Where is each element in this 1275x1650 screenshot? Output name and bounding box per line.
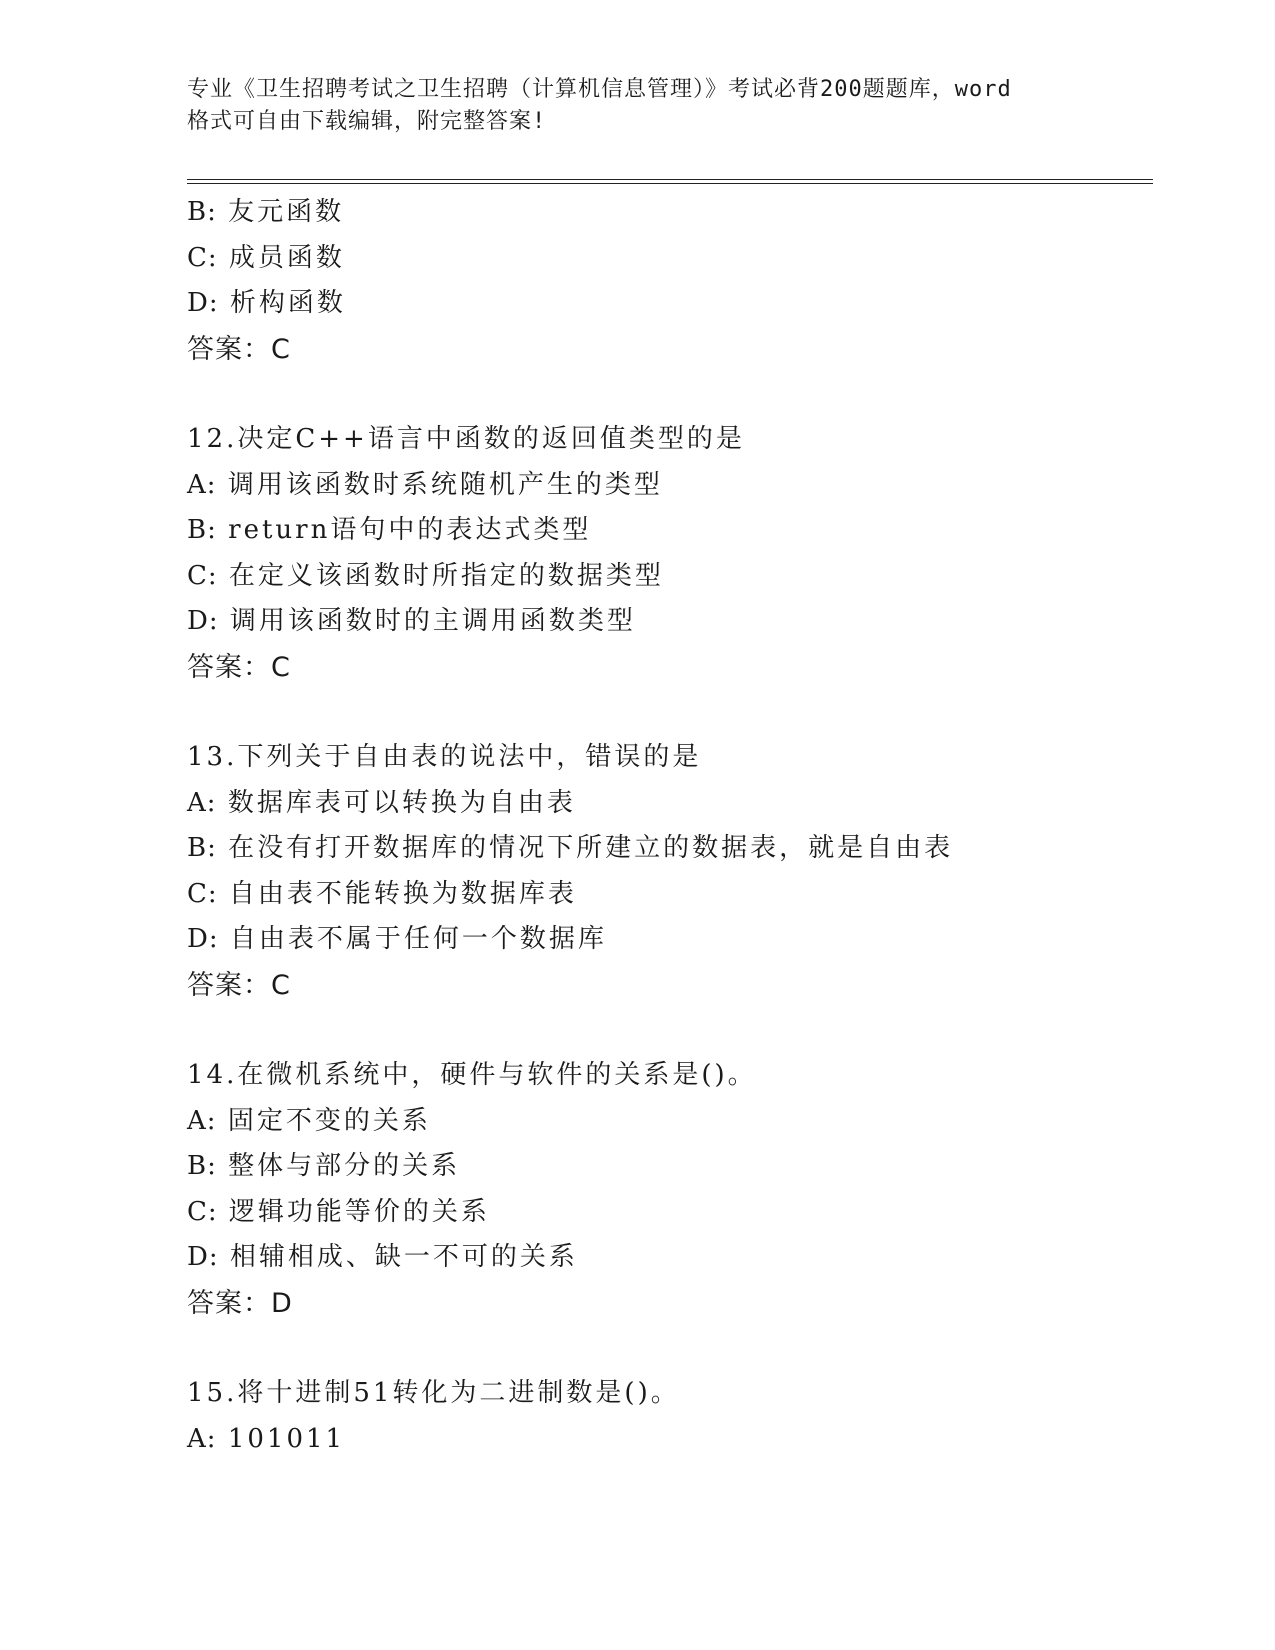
option-text: 整体与部分的关系 (228, 1151, 461, 1181)
option-text: return语句中的表达式类型 (228, 515, 592, 545)
option-letter: A: (187, 1105, 217, 1136)
option-line (187, 917, 1187, 963)
option-line (187, 1235, 1187, 1281)
option-line (187, 463, 1187, 509)
option-line (187, 1190, 1187, 1236)
option-letter: D: (187, 288, 219, 318)
spacer (187, 1326, 1187, 1371)
option-letter: C: (187, 1196, 218, 1227)
option-letter: B: (187, 515, 217, 545)
option-line (187, 281, 1187, 327)
document-header (187, 74, 1087, 138)
question-13 (187, 735, 1187, 1008)
question-stem: 15.将十进制51转化为二进制数是()。 (187, 1378, 680, 1408)
option-line (187, 190, 1187, 236)
option-line (187, 554, 1187, 600)
option-line (187, 1099, 1187, 1145)
option-text: 101011 (227, 1423, 346, 1454)
question-14 (187, 1053, 1187, 1326)
option-letter: A: (187, 787, 217, 818)
option-letter: C: (187, 242, 218, 273)
option-line (187, 599, 1187, 645)
option-letter: B: (187, 1151, 217, 1181)
option-line (187, 781, 1187, 827)
header-divider-bottom (187, 183, 1153, 184)
option-text: 数据库表可以转换为自由表 (227, 787, 576, 818)
option-text: 固定不变的关系 (227, 1105, 431, 1136)
option-text: 析构函数 (229, 288, 346, 318)
option-text: 逻辑功能等价的关系 (228, 1196, 490, 1227)
option-letter: A: (187, 469, 217, 500)
option-letter: D: (187, 1242, 219, 1272)
question-stem: 12.决定C++语言中函数的返回值类型的是 (187, 424, 745, 454)
option-line (187, 1144, 1187, 1190)
option-letter: D: (187, 924, 219, 954)
answer-line: 答案：C (187, 969, 291, 1001)
option-letter: C: (187, 878, 218, 909)
option-letter: D: (187, 606, 219, 636)
option-line (187, 1417, 1187, 1463)
header-title-line-1: 专业《卫生招聘考试之卫生招聘（计算机信息管理）》考试必背200题题库，word (187, 77, 1012, 102)
option-letter: B: (187, 197, 217, 227)
question-15 (187, 1371, 1187, 1462)
question-stem: 13.下列关于自由表的说法中，错误的是 (187, 742, 702, 772)
answer-line: 答案：C (187, 651, 291, 683)
option-letter: A: (187, 1423, 217, 1454)
option-letter: B: (187, 833, 217, 863)
answer-line: 答案：D (187, 1287, 293, 1319)
header-title-line-2: 格式可自由下载编辑，附完整答案! (187, 109, 547, 134)
option-text: 调用该函数时的主调用函数类型 (229, 606, 636, 636)
question-stem: 14.在微机系统中，硬件与软件的关系是()。 (187, 1060, 757, 1090)
question-12 (187, 417, 1187, 690)
option-text: 调用该函数时系统随机产生的类型 (227, 469, 663, 500)
spacer (187, 372, 1187, 417)
option-text: 成员函数 (228, 242, 345, 273)
option-letter: C: (187, 560, 218, 591)
option-text: 相辅相成、缺一不可的关系 (229, 1242, 578, 1272)
option-text: 自由表不能转换为数据库表 (228, 878, 577, 909)
option-text: 友元函数 (228, 197, 345, 227)
answer-line: 答案：C (187, 333, 291, 365)
spacer (187, 1008, 1187, 1053)
option-text: 在定义该函数时所指定的数据类型 (228, 560, 664, 591)
header-divider-top (187, 179, 1153, 180)
option-text: 自由表不属于任何一个数据库 (229, 924, 607, 954)
option-line (187, 508, 1187, 554)
spacer (187, 690, 1187, 735)
option-line (187, 236, 1187, 282)
question-11-tail (187, 190, 1187, 372)
question-list (187, 190, 1187, 1462)
option-line (187, 872, 1187, 918)
option-text: 在没有打开数据库的情况下所建立的数据表，就是自由表 (228, 833, 954, 863)
option-line (187, 826, 1187, 872)
